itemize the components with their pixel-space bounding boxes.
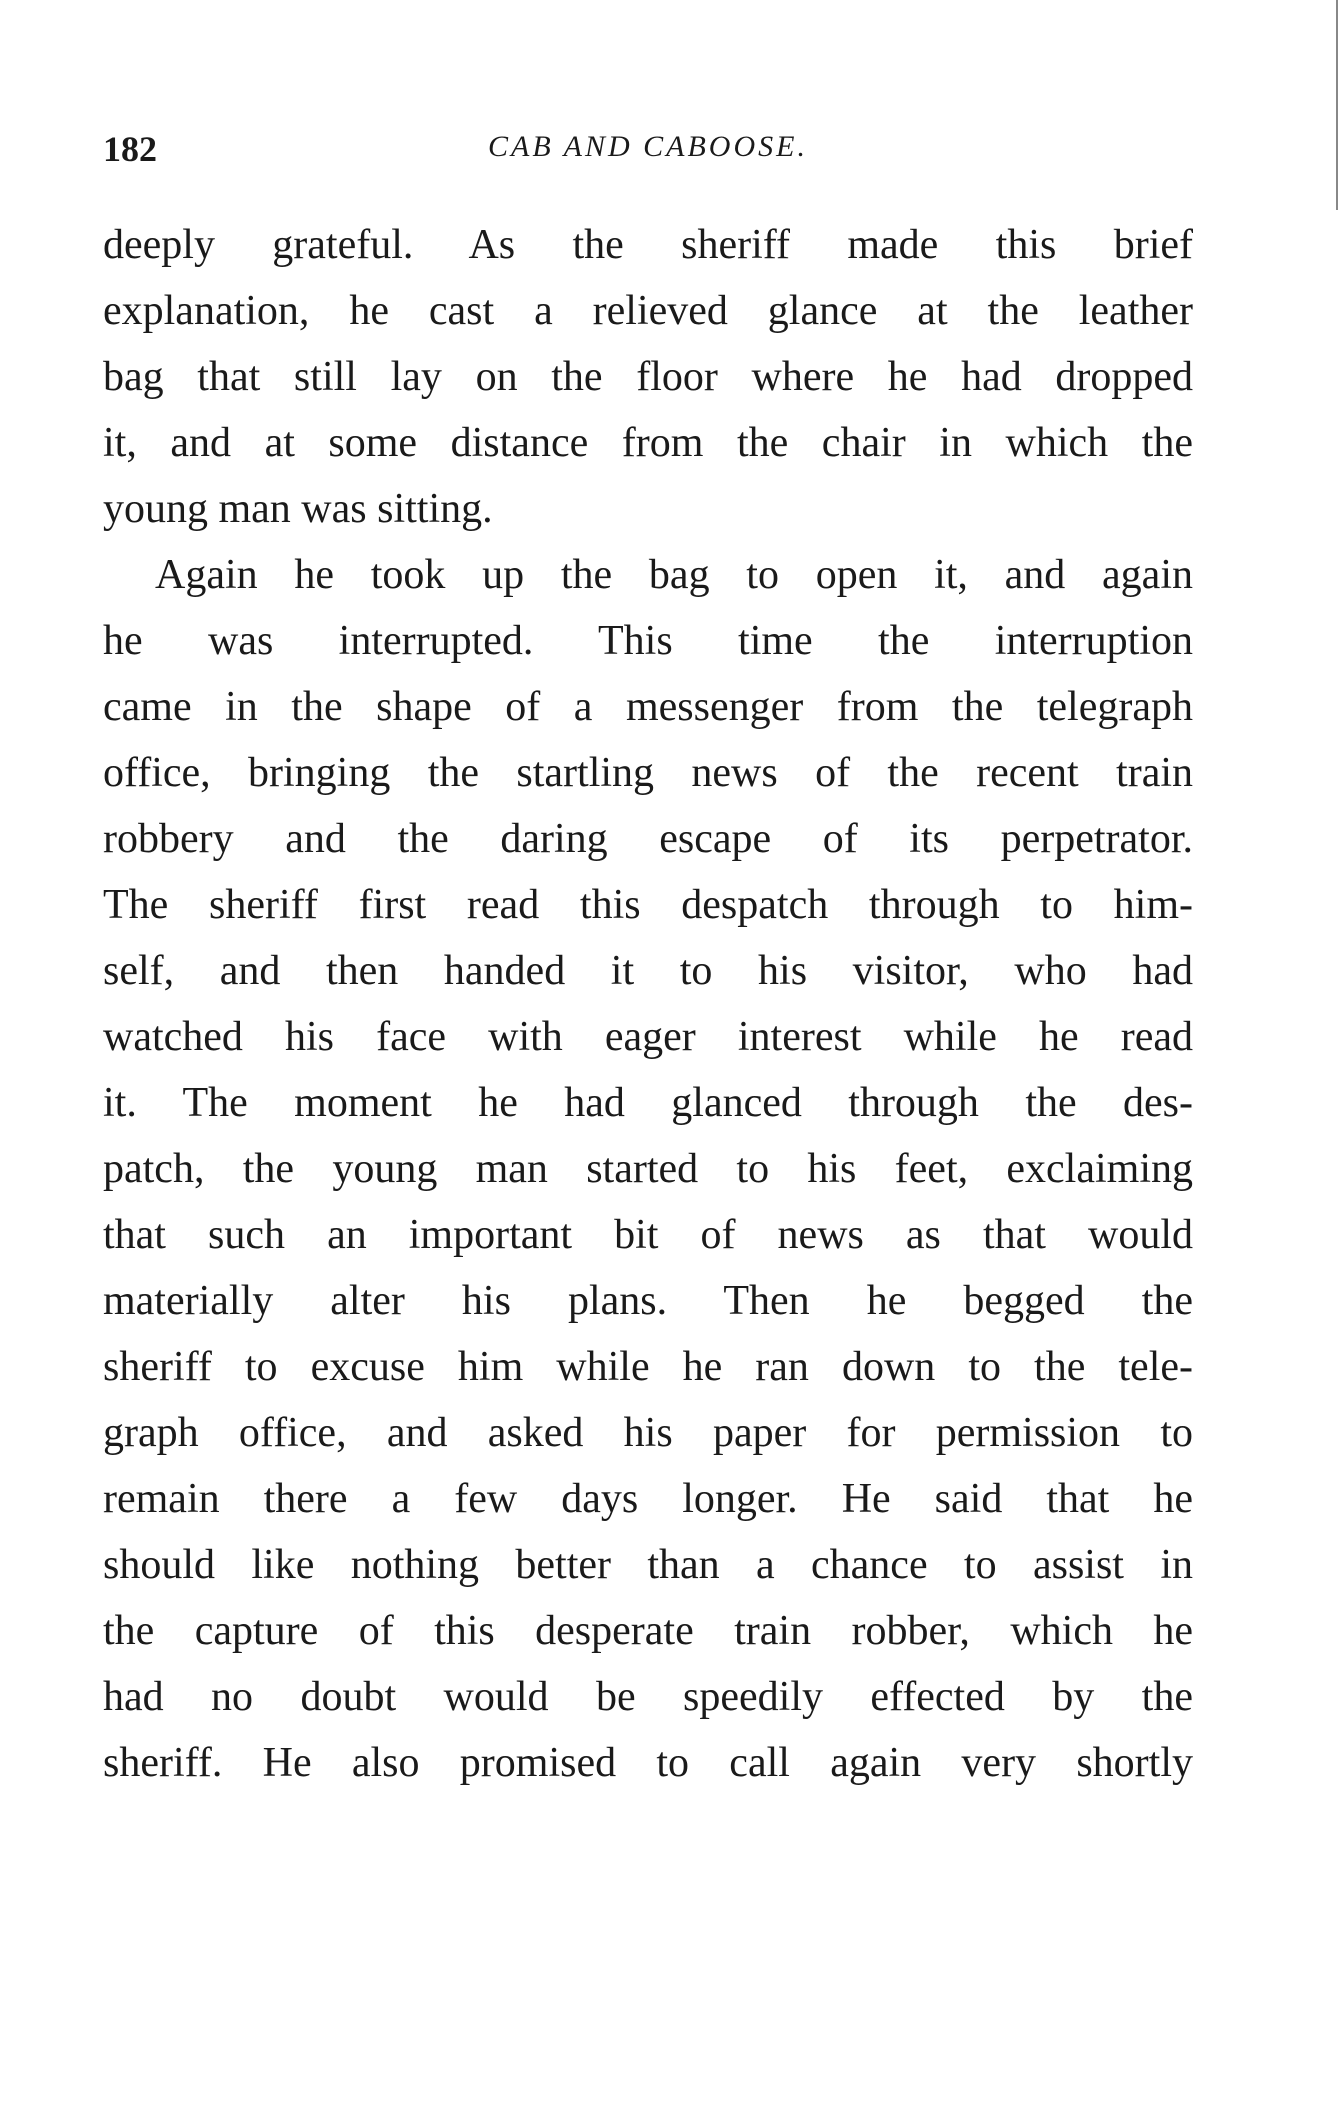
text-line: sheriff. He also promised to call again very shortly: [103, 1740, 1193, 1786]
text-line: young man was sitting.: [103, 486, 493, 532]
text-line: watched his face with eager interest while he read: [103, 1014, 1193, 1060]
text-line: robbery and the daring escape of its perpetrator.: [103, 816, 1193, 862]
text-line: office, bringing the startling news of the recent train: [103, 750, 1193, 796]
text-line: bag that still lay on the floor where he had dropped: [103, 354, 1193, 400]
text-line: it. The moment he had glanced through the des-: [103, 1080, 1193, 1126]
text-line: deeply grateful. As the sheriff made this brief: [103, 222, 1193, 268]
text-line: should like nothing better than a chance to assist in: [103, 1542, 1193, 1588]
text-line: remain there a few days longer. He said that he: [103, 1476, 1193, 1522]
text-line: he was interrupted. This time the interruption: [103, 618, 1193, 664]
text-line: sheriff to excuse him while he ran down to the tele-: [103, 1344, 1193, 1390]
running-title: CAB AND CABOOSE.: [488, 130, 808, 163]
text-line: that such an important bit of news as that would: [103, 1212, 1193, 1258]
page-edge-line: [1336, 0, 1338, 210]
text-line: explanation, he cast a relieved glance at the leather: [103, 288, 1193, 334]
text-line: came in the shape of a messenger from the telegraph: [103, 684, 1193, 730]
page-header: [103, 128, 1193, 178]
text-line: the capture of this desperate train robber, which he: [103, 1608, 1193, 1654]
text-line: materially alter his plans. Then he begged the: [103, 1278, 1193, 1324]
text-line: had no doubt would be speedily effected by the: [103, 1674, 1193, 1720]
text-line: it, and at some distance from the chair in which the: [103, 420, 1193, 466]
text-line: self, and then handed it to his visitor, who had: [103, 948, 1193, 994]
page-body-text: [103, 212, 1193, 1796]
page-number: 182: [103, 129, 157, 169]
text-line: patch, the young man started to his feet, exclaiming: [103, 1146, 1193, 1192]
text-line: Again he took up the bag to open it, and again: [155, 552, 1193, 598]
text-line: The sheriff first read this despatch through to him-: [103, 882, 1193, 928]
text-line: graph office, and asked his paper for permission to: [103, 1410, 1193, 1456]
